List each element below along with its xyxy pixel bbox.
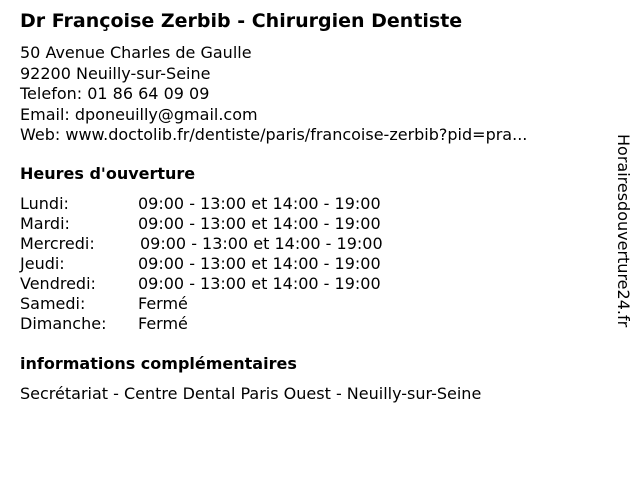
address-street: 50 Avenue Charles de Gaulle xyxy=(20,43,252,62)
hours-row-monday xyxy=(20,194,440,214)
hours-row-wednesday xyxy=(20,234,440,254)
day-label: Dimanche: xyxy=(20,314,107,333)
brand-text: Horairesdouverture24.fr xyxy=(614,134,633,328)
hours-value: Fermé xyxy=(138,294,188,313)
day-label: Jeudi: xyxy=(20,254,65,273)
hours-value: Fermé xyxy=(138,314,188,333)
hours-value: 09:00 - 13:00 et 14:00 - 19:00 xyxy=(138,194,381,213)
day-label: Mardi: xyxy=(20,214,70,233)
hours-value: 09:00 - 13:00 et 14:00 - 19:00 xyxy=(140,234,383,253)
contact-block xyxy=(20,43,527,146)
day-label: Samedi: xyxy=(20,294,86,313)
address-city: 92200 Neuilly-sur-Seine xyxy=(20,63,211,83)
hours-row-tuesday xyxy=(20,214,440,234)
hours-row-sunday xyxy=(20,314,440,334)
web-text: Web: www.doctolib.fr/dentiste/paris/francoise-zerbib?pid=pra... xyxy=(20,125,528,144)
phone-text: Telefon: 01 86 64 09 09 xyxy=(20,84,210,103)
hours-heading: Heures d'ouverture xyxy=(20,164,196,183)
info-text: Secrétariat - Centre Dental Paris Ouest - Neuilly-sur-Seine xyxy=(20,384,482,403)
page-title: Dr Françoise Zerbib - Chirurgien Dentiste xyxy=(20,10,463,32)
hours-value: 09:00 - 13:00 et 14:00 - 19:00 xyxy=(138,274,381,293)
hours-row-saturday xyxy=(20,294,440,314)
hours-row-thursday xyxy=(20,254,440,274)
day-label: Vendredi: xyxy=(20,274,96,293)
day-label: Mercredi: xyxy=(20,234,95,253)
day-label: Lundi: xyxy=(20,194,69,213)
hours-list xyxy=(20,194,440,334)
info-heading: informations complémentaires xyxy=(20,354,297,373)
hours-value: 09:00 - 13:00 et 14:00 - 19:00 xyxy=(138,214,381,233)
email-text: Email: dponeuilly@gmail.com xyxy=(20,104,258,124)
brand-watermark xyxy=(612,134,634,370)
hours-value: 09:00 - 13:00 et 14:00 - 19:00 xyxy=(138,254,381,273)
hours-row-friday xyxy=(20,274,440,294)
